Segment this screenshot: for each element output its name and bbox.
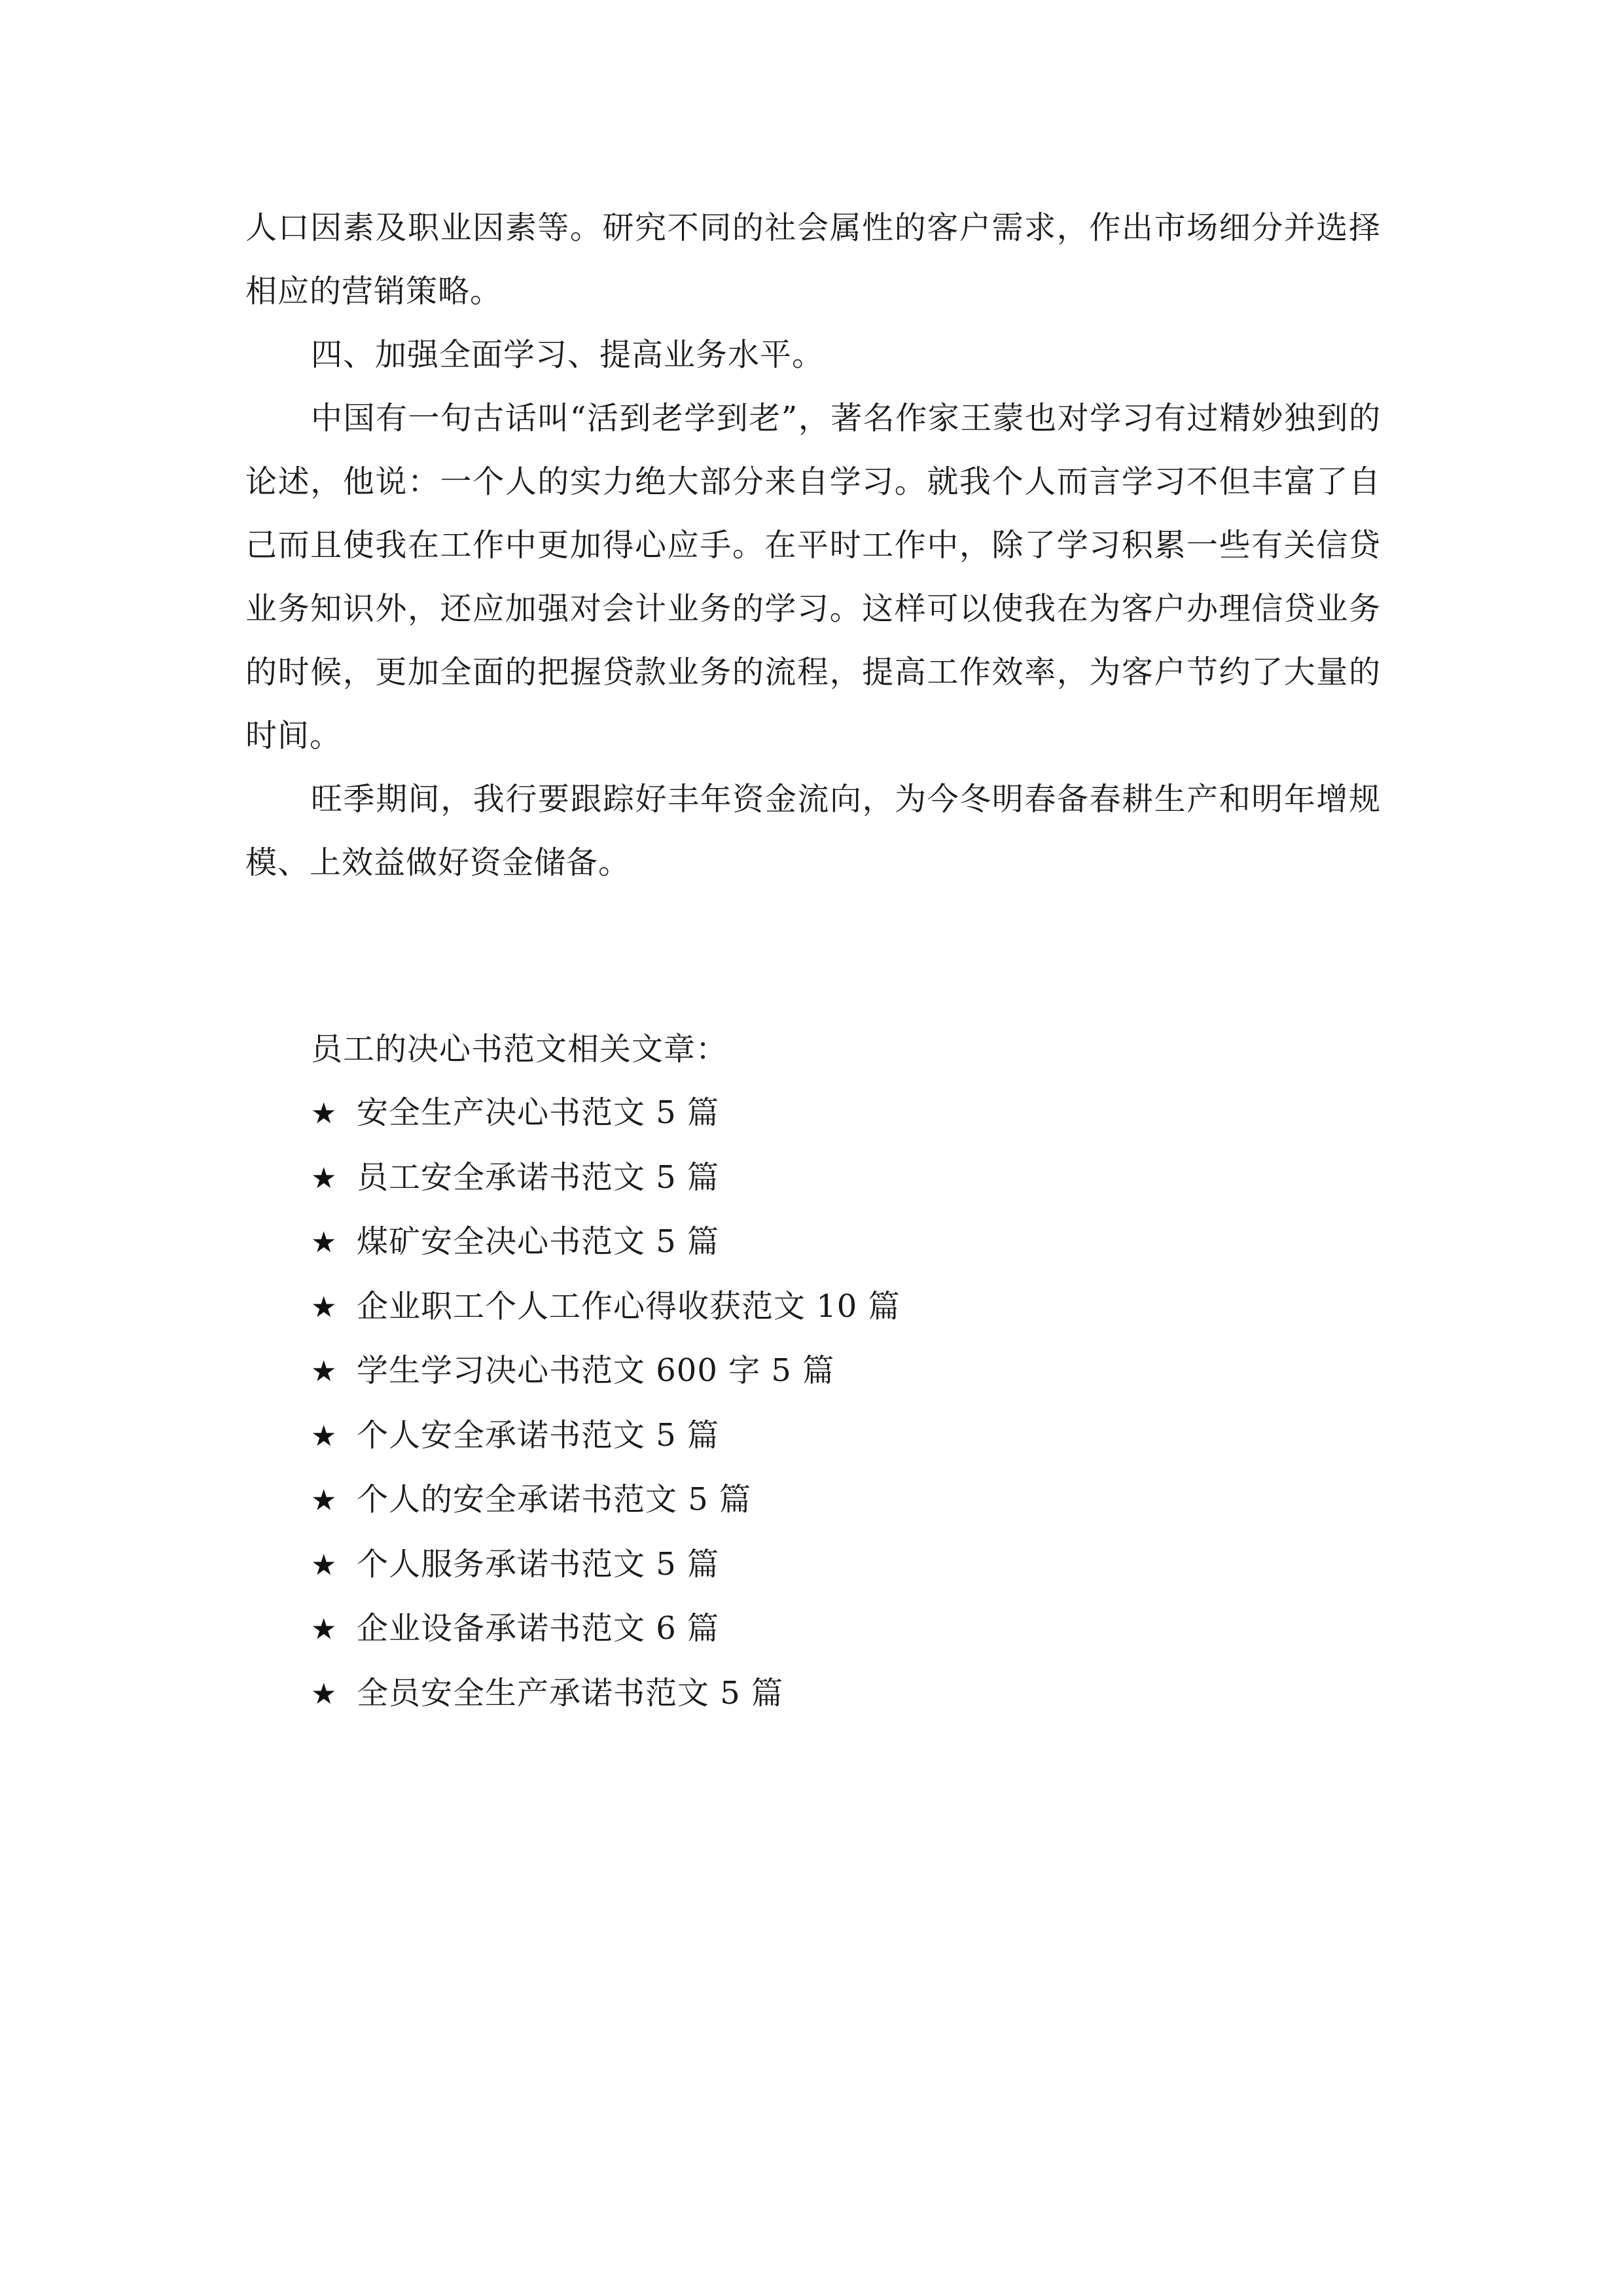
related-article-link[interactable]: 个人的安全承诺书范文 5 篇: [357, 1481, 752, 1518]
star-icon: ★: [311, 1677, 338, 1711]
list-item: [311, 1662, 1358, 1727]
list-item: [311, 1468, 1358, 1533]
star-icon: ★: [311, 1419, 338, 1453]
related-article-link[interactable]: 学生学习决心书范文 600 字 5 篇: [357, 1352, 835, 1389]
paragraph-3: 中国有一句古话叫“活到老学到老”，著名作家王蒙也对学习有过精妙独到的论述，他说：一个人的实力绝大部分来自学习。就我个人而言学习不但丰富了自己而且使我在工作中更加得心应手。在平时工作中，除了学习积累一些有关信贷业务知识外，还应加强对会计业务的学习。这样可以使我在为客户办理信贷业务的时候，更加全面的把握贷款业务的流程，提高工作效率，为客户节约了大量的时间。: [245, 400, 1381, 754]
list-item: [311, 1339, 1358, 1404]
related-articles-title: 员工的决心书范文相关文章：: [311, 1031, 728, 1067]
list-item: [311, 1275, 1358, 1340]
related-article-link[interactable]: 企业职工个人工作心得收获范文 10 篇: [357, 1287, 901, 1325]
related-article-link[interactable]: 个人安全承诺书范文 5 篇: [357, 1416, 720, 1454]
paragraph-2-heading: 四、加强全面学习、提高业务水平。: [311, 336, 825, 373]
related-articles: [311, 1018, 1358, 1726]
star-icon: ★: [311, 1613, 338, 1646]
star-icon: ★: [311, 1484, 338, 1517]
list-item: [311, 1210, 1358, 1275]
related-article-link[interactable]: 安全生产决心书范文 5 篇: [357, 1094, 720, 1131]
related-article-link[interactable]: 煤矿安全决心书范文 5 篇: [357, 1223, 720, 1260]
star-icon: ★: [311, 1097, 338, 1130]
list-item: [311, 1533, 1358, 1598]
body-text: [245, 196, 1381, 895]
related-article-link[interactable]: 全员安全生产承诺书范文 5 篇: [357, 1674, 784, 1712]
related-article-link[interactable]: 个人服务承诺书范文 5 篇: [357, 1545, 720, 1583]
star-icon: ★: [311, 1226, 338, 1259]
star-icon: ★: [311, 1548, 338, 1582]
list-item: [311, 1146, 1358, 1211]
star-icon: ★: [311, 1290, 338, 1324]
star-icon: ★: [311, 1355, 338, 1388]
related-articles-list: [311, 1081, 1358, 1726]
paragraph-4: 旺季期间，我行要跟踪好丰年资金流向，为今冬明春备春耕生产和明年增规模、上效益做好资金储备。: [245, 781, 1381, 881]
related-article-link[interactable]: 企业设备承诺书范文 6 篇: [357, 1610, 720, 1647]
star-icon: ★: [311, 1161, 338, 1195]
list-item: [311, 1404, 1358, 1469]
list-item: [311, 1597, 1358, 1662]
related-article-link[interactable]: 员工安全承诺书范文 5 篇: [357, 1158, 720, 1196]
list-item: [311, 1081, 1358, 1146]
paragraph-1: 人口因素及职业因素等。研究不同的社会属性的客户需求，作出市场细分并选择相应的营销策略。: [245, 209, 1381, 310]
